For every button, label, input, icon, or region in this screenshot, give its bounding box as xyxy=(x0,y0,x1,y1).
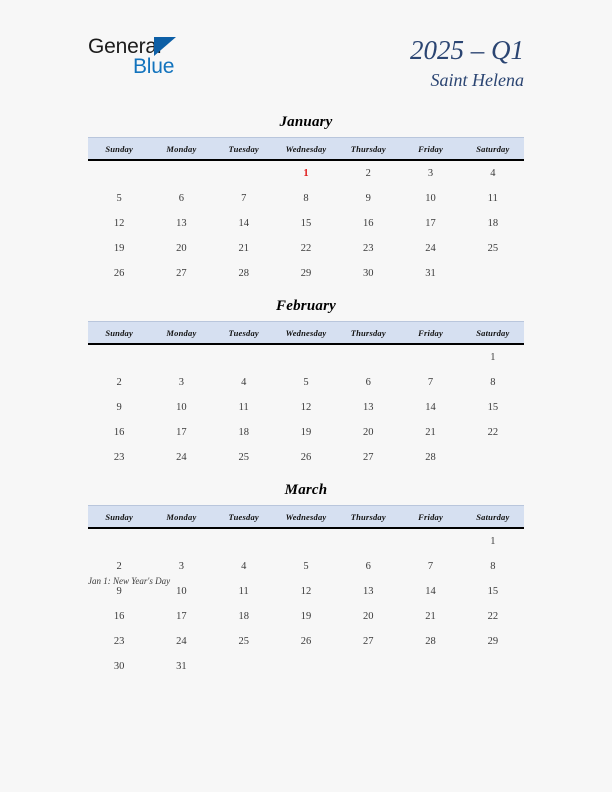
day-cell[interactable]: 16 xyxy=(113,427,125,438)
day-cell[interactable]: 28 xyxy=(425,452,436,463)
day-cell[interactable]: 11 xyxy=(238,402,249,413)
day-cell[interactable]: 24 xyxy=(176,452,187,463)
weekday-header-monday: Monday xyxy=(150,322,212,345)
day-cell[interactable]: 26 xyxy=(113,268,125,279)
day-cell[interactable]: 3 xyxy=(427,168,434,179)
day-cell[interactable]: 6 xyxy=(178,193,185,204)
day-cell-empty xyxy=(88,344,150,370)
day-cell[interactable]: 29 xyxy=(300,268,312,279)
day-cell[interactable]: 30 xyxy=(113,661,125,672)
day-cell[interactable]: 26 xyxy=(300,636,312,647)
calendar-table xyxy=(88,321,524,470)
day-cell[interactable]: 31 xyxy=(425,268,436,279)
day-cell[interactable]: 20 xyxy=(363,427,374,438)
weekday-header-tuesday: Tuesday xyxy=(213,506,275,529)
day-cell[interactable]: 17 xyxy=(425,218,436,229)
day-cell[interactable]: 17 xyxy=(176,427,187,438)
day-cell-empty xyxy=(213,160,275,186)
day-cell[interactable]: 13 xyxy=(176,218,187,229)
month-block-january xyxy=(88,114,524,286)
day-cell-empty xyxy=(150,528,212,554)
month-title: March xyxy=(284,482,328,498)
day-cell[interactable]: 8 xyxy=(303,193,309,204)
weekday-header-thursday: Thursday xyxy=(337,322,399,345)
weekday-header-monday: Monday xyxy=(150,506,212,529)
day-cell-empty xyxy=(462,445,524,470)
day-cell[interactable]: 22 xyxy=(300,243,312,254)
month-title: February xyxy=(276,298,336,314)
day-cell[interactable]: 9 xyxy=(116,402,122,413)
day-cell-empty xyxy=(88,528,150,554)
day-cell-empty xyxy=(150,344,212,370)
day-cell[interactable]: 27 xyxy=(363,636,374,647)
day-cell[interactable]: 22 xyxy=(487,611,499,622)
calendar-table xyxy=(88,137,524,286)
day-cell[interactable]: 5 xyxy=(303,561,309,572)
day-cell-holiday[interactable]: 1 xyxy=(303,168,309,179)
page-header xyxy=(0,0,612,108)
weekday-header-sunday: Sunday xyxy=(88,506,150,529)
day-cell[interactable]: 15 xyxy=(487,586,499,597)
day-cell-empty xyxy=(337,344,399,370)
calendar-table xyxy=(88,505,524,679)
day-cell-empty xyxy=(337,528,399,554)
day-cell[interactable]: 27 xyxy=(176,268,187,279)
day-cell[interactable]: 8 xyxy=(490,377,496,388)
day-cell[interactable]: 6 xyxy=(365,377,371,388)
day-cell[interactable]: 10 xyxy=(425,193,436,204)
weekday-header-wednesday: Wednesday xyxy=(275,322,337,345)
day-cell[interactable]: 12 xyxy=(300,586,312,597)
day-cell[interactable]: 25 xyxy=(238,636,249,647)
day-cell[interactable]: 21 xyxy=(425,611,436,622)
week-row xyxy=(88,261,524,286)
day-cell[interactable]: 23 xyxy=(113,452,125,463)
day-cell[interactable]: 9 xyxy=(365,193,371,204)
day-cell[interactable]: 18 xyxy=(238,611,249,622)
day-cell-empty xyxy=(337,654,399,679)
day-cell[interactable]: 10 xyxy=(176,402,187,413)
day-cell[interactable]: 15 xyxy=(300,218,312,229)
day-cell[interactable]: 9 xyxy=(116,586,122,597)
month-block-february xyxy=(88,298,524,470)
day-cell[interactable]: 13 xyxy=(363,402,374,413)
day-cell-empty xyxy=(275,344,337,370)
day-cell[interactable]: 8 xyxy=(490,561,496,572)
day-cell[interactable]: 1 xyxy=(490,352,496,363)
day-cell[interactable]: 11 xyxy=(238,586,249,597)
day-cell[interactable]: 6 xyxy=(365,561,371,572)
logo-text-general: General xyxy=(88,35,162,58)
weekday-header-saturday: Saturday xyxy=(462,138,524,161)
day-cell[interactable]: 11 xyxy=(487,193,498,204)
week-row xyxy=(88,420,524,445)
week-row xyxy=(88,654,524,679)
day-cell[interactable]: 21 xyxy=(425,427,436,438)
day-cell[interactable]: 31 xyxy=(176,661,187,672)
day-cell[interactable]: 17 xyxy=(176,611,187,622)
weekday-header-sunday: Sunday xyxy=(88,138,150,161)
day-cell[interactable]: 4 xyxy=(490,168,496,179)
week-row xyxy=(88,604,524,629)
day-cell[interactable]: 25 xyxy=(487,243,499,254)
footnotes-container xyxy=(88,574,524,588)
day-cell[interactable]: 7 xyxy=(427,561,434,572)
day-cell[interactable]: 4 xyxy=(241,377,247,388)
day-cell[interactable]: 2 xyxy=(116,561,122,572)
day-cell[interactable]: 19 xyxy=(300,427,312,438)
week-row xyxy=(88,370,524,395)
months-container xyxy=(88,114,524,691)
day-cell[interactable]: 19 xyxy=(113,243,125,254)
day-cell[interactable]: 2 xyxy=(365,168,371,179)
holiday-footnote: Jan 1: New Year's Day xyxy=(88,576,171,586)
day-cell[interactable]: 7 xyxy=(427,377,434,388)
day-cell[interactable]: 1 xyxy=(490,536,496,547)
day-cell[interactable]: 24 xyxy=(425,243,436,254)
day-cell[interactable]: 21 xyxy=(238,243,249,254)
weekday-header-saturday: Saturday xyxy=(462,322,524,345)
weekday-header-tuesday: Tuesday xyxy=(213,138,275,161)
month-title: January xyxy=(279,114,333,130)
day-cell[interactable]: 14 xyxy=(425,586,436,597)
weekday-header-row xyxy=(88,138,524,161)
weekday-header-sunday: Sunday xyxy=(88,322,150,345)
weekday-header-wednesday: Wednesday xyxy=(275,506,337,529)
page-subtitle: Saint Helena xyxy=(430,70,524,90)
week-row xyxy=(88,160,524,186)
day-cell-empty xyxy=(462,261,524,286)
day-cell[interactable]: 23 xyxy=(113,636,125,647)
day-cell[interactable]: 28 xyxy=(238,268,249,279)
weekday-header-friday: Friday xyxy=(399,506,461,529)
weekday-header-saturday: Saturday xyxy=(462,506,524,529)
day-cell-empty xyxy=(213,344,275,370)
weekday-header-monday: Monday xyxy=(150,138,212,161)
day-cell[interactable]: 22 xyxy=(487,427,499,438)
day-cell-empty xyxy=(399,528,461,554)
weekday-header-friday: Friday xyxy=(399,138,461,161)
day-cell[interactable]: 15 xyxy=(487,402,499,413)
day-cell[interactable]: 7 xyxy=(241,193,247,204)
day-cell-empty xyxy=(150,160,212,186)
week-row xyxy=(88,186,524,211)
day-cell[interactable]: 28 xyxy=(425,636,436,647)
week-row xyxy=(88,344,524,370)
weekday-header-row xyxy=(88,322,524,345)
day-cell[interactable]: 30 xyxy=(363,268,374,279)
day-cell[interactable]: 29 xyxy=(487,636,499,647)
weekday-header-wednesday: Wednesday xyxy=(275,138,337,161)
week-row xyxy=(88,236,524,261)
day-cell[interactable]: 20 xyxy=(176,243,187,254)
day-cell[interactable]: 18 xyxy=(487,218,499,229)
title-block xyxy=(224,34,524,92)
day-cell[interactable]: 26 xyxy=(300,452,312,463)
week-row xyxy=(88,211,524,236)
day-cell[interactable]: 3 xyxy=(178,561,185,572)
day-cell[interactable]: 5 xyxy=(303,377,309,388)
day-cell[interactable]: 4 xyxy=(241,561,247,572)
day-cell[interactable]: 12 xyxy=(113,218,125,229)
logo-text-blue: Blue xyxy=(133,55,175,78)
day-cell-empty xyxy=(275,528,337,554)
week-row xyxy=(88,629,524,654)
day-cell[interactable]: 5 xyxy=(116,193,122,204)
day-cell[interactable]: 27 xyxy=(363,452,374,463)
weekday-header-row xyxy=(88,506,524,529)
day-cell[interactable]: 19 xyxy=(300,611,312,622)
day-cell[interactable]: 20 xyxy=(363,611,374,622)
weekday-header-tuesday: Tuesday xyxy=(213,322,275,345)
day-cell-empty xyxy=(399,654,461,679)
day-cell-empty xyxy=(88,160,150,186)
day-cell-empty xyxy=(213,528,275,554)
weekday-header-friday: Friday xyxy=(399,322,461,345)
week-row xyxy=(88,528,524,554)
day-cell[interactable]: 18 xyxy=(238,427,249,438)
day-cell-empty xyxy=(275,654,337,679)
day-cell[interactable]: 16 xyxy=(363,218,374,229)
day-cell[interactable]: 3 xyxy=(178,377,185,388)
day-cell-empty xyxy=(462,654,524,679)
day-cell[interactable]: 14 xyxy=(238,218,249,229)
day-cell[interactable]: 10 xyxy=(176,586,187,597)
weekday-header-thursday: Thursday xyxy=(337,138,399,161)
day-cell[interactable]: 14 xyxy=(425,402,436,413)
day-cell[interactable]: 24 xyxy=(176,636,187,647)
day-cell[interactable]: 23 xyxy=(363,243,374,254)
page-title: 2025 – Q1 xyxy=(410,35,524,65)
week-row xyxy=(88,395,524,420)
triangle-icon xyxy=(154,37,176,56)
weekday-header-thursday: Thursday xyxy=(337,506,399,529)
day-cell[interactable]: 2 xyxy=(116,377,122,388)
day-cell-empty xyxy=(399,344,461,370)
day-cell[interactable]: 13 xyxy=(363,586,374,597)
day-cell[interactable]: 16 xyxy=(113,611,125,622)
week-row xyxy=(88,445,524,470)
day-cell[interactable]: 25 xyxy=(238,452,249,463)
day-cell[interactable]: 12 xyxy=(300,402,312,413)
day-cell-empty xyxy=(213,654,275,679)
